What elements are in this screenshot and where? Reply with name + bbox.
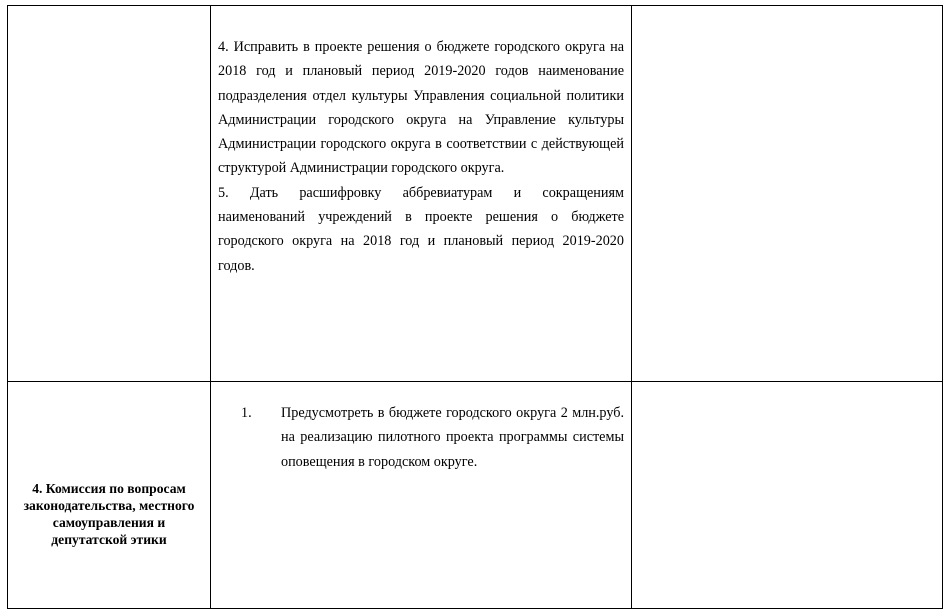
decisions-table [7, 5, 943, 609]
recommendation-paragraph-5: 5. Дать расшифровку аббревиатурам и сокращениям наименований учреждений в проекте решения о бюджете городского округа на 2018 год и плановый период 2019-2020 годов. [218, 184, 624, 274]
commission-title: 4. Комиссия по вопросам законодательства, местного самоуправления и депутатской этики [23, 481, 195, 547]
list-item-text: Предусмотреть в бюджете городского округа 2 млн.руб. на реализацию пилотного проекта программы системы оповещения в городском округе. [281, 405, 624, 470]
list-item-number: 1. [241, 405, 252, 421]
list-item [218, 401, 624, 474]
commission-cell [8, 382, 211, 609]
table-row [8, 382, 943, 609]
recommendations-cell [211, 382, 632, 609]
notes-cell-empty [632, 382, 943, 609]
table-row [8, 6, 943, 382]
commission-cell-empty [8, 6, 211, 382]
recommendations-cell [211, 6, 632, 382]
notes-cell-empty [632, 6, 943, 382]
recommendation-paragraph-4: 4. Исправить в проекте решения о бюджете городского округа на 2018 год и плановый период 2019-2020 годов наименование подразделения отдел культуры Управления социальной политики Администрации городского округа на Управление культуры Администрации городского округа в соответствии с действующей структурой Администрации городского округа. [218, 39, 624, 177]
